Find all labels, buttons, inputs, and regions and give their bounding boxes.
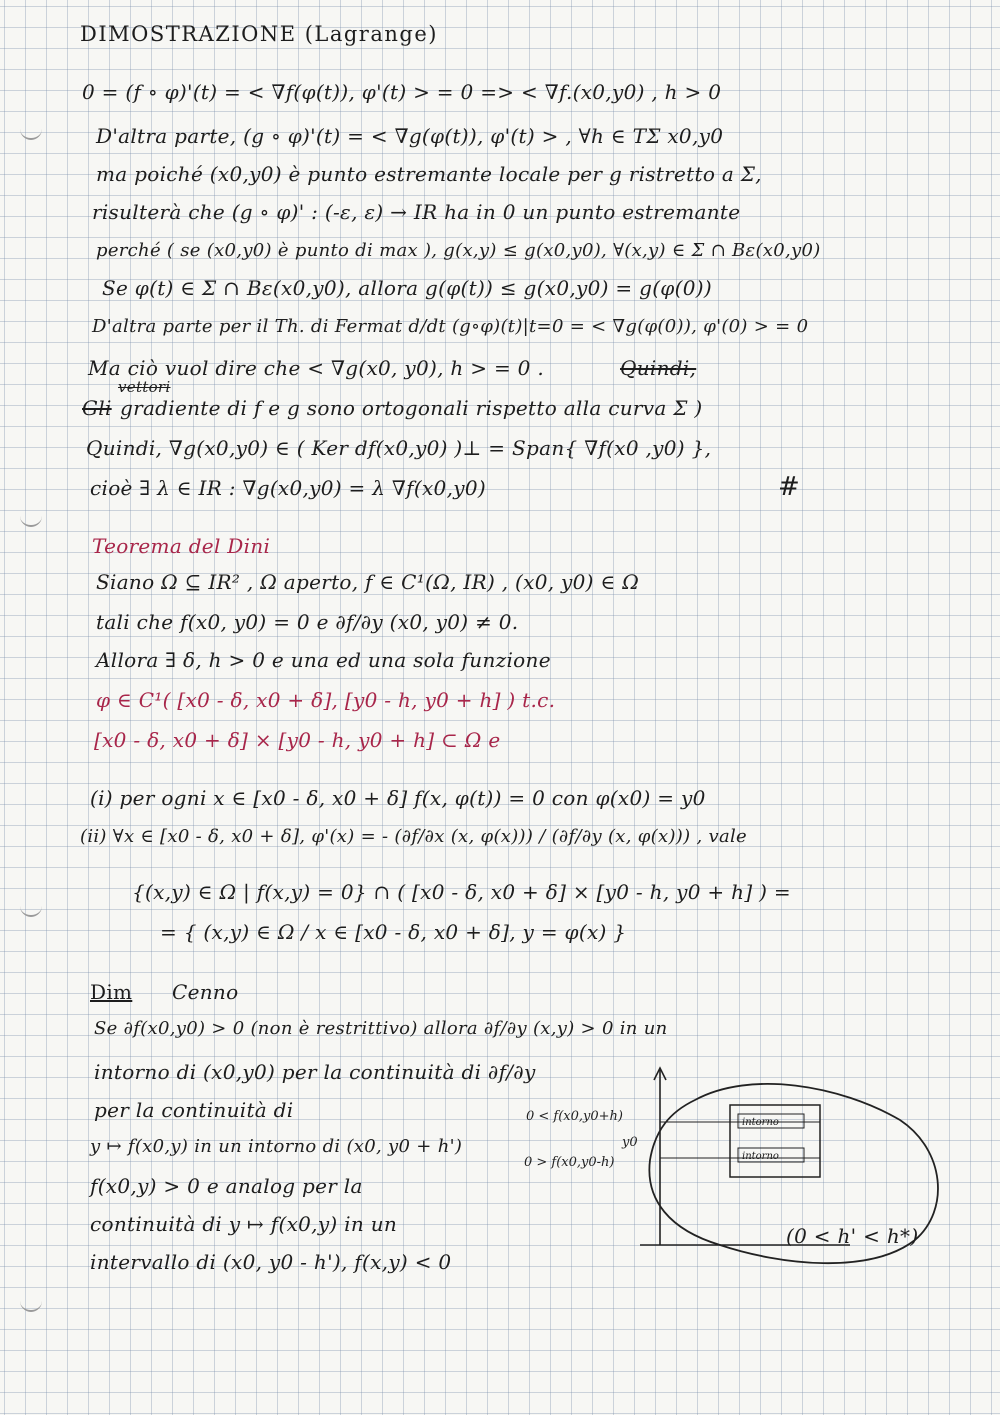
end-of-proof-mark: # <box>778 472 801 502</box>
dini-title: Teorema del Dini <box>92 534 271 558</box>
lagrange-line-7: D'altra parte per il Th. di Fermat d/dt (g∘φ)(t)|t=0 = < ∇g(φ(0)), φ'(0) > = 0 <box>92 316 809 337</box>
lagrange-line-4: risulterà che (g ∘ φ)' : (-ε, ε) → IR ha in 0 un punto estremante <box>92 200 741 224</box>
lower-box-text: intorno <box>742 1151 779 1162</box>
punch-hole-mark <box>20 128 42 140</box>
dini-line-5: [x0 - δ, x0 + δ] × [y0 - h, y0 + h] ⊂ Ω e <box>94 728 501 752</box>
lagrange-line-8: Ma ciò vuol dire che < ∇g(x0, y0), h > = 0 . <box>88 356 545 380</box>
quindi-struck-text: Quindi, <box>620 356 697 380</box>
dini-item-i: (i) per ogni x ∈ [x0 - δ, x0 + δ] f(x, φ(t)) = 0 con φ(x0) = y0 <box>90 786 706 810</box>
dini-line-2: tali che f(x0, y0) = 0 e ∂f/∂y (x0, y0) ≠ 0. <box>96 610 519 634</box>
proof-line-6: continuità di y ↦ f(x0,y) in un <box>90 1212 398 1236</box>
gli-struck-text: Gli <box>82 396 112 420</box>
lagrange-line-6: Se φ(t) ∈ Σ ∩ Bε(x0,y0), allora g(φ(t)) ≤ g(x0,y0) = g(φ(0)) <box>102 276 712 300</box>
lower-value-label: 0 > f(x0,y0-h) <box>524 1155 615 1170</box>
lagrange-line-11: cioè ∃ λ ∈ IR : ∇g(x0,y0) = λ ∇f(x0,y0) <box>90 476 486 500</box>
lagrange-line-2: D'altra parte, (g ∘ φ)'(t) = < ∇g(φ(t)), φ'(t) > , ∀h ∈ TΣ x0,y0 <box>96 124 724 148</box>
proof-line-2: intorno di (x0,y0) per la continuità di ∂f/∂y <box>94 1060 536 1084</box>
lagrange-line-1: 0 = (f ∘ φ)'(t) = < ∇f(φ(t)), φ'(t) > = 0 => < ∇f.(x0,y0) , h > 0 <box>82 80 722 104</box>
y0-label: y0 <box>622 1135 638 1150</box>
proof-line-7: intervallo di (x0, y0 - h'), f(x,y) < 0 <box>90 1250 452 1274</box>
punch-hole-mark <box>20 905 42 917</box>
proof-line-5: f(x0,y) > 0 e analog per la <box>90 1174 363 1198</box>
set-line-1: {(x,y) ∈ Ω | f(x,y) = 0} ∩ ( [x0 - δ, x0 + δ] × [y0 - h, y0 + h] ) = <box>132 880 791 904</box>
proof-line-4: y ↦ f(x0,y) in un intorno di (x0, y0 + h') <box>90 1136 463 1157</box>
proof-line-3: per la continuità di <box>94 1098 294 1122</box>
proof-line-1: Se ∂f(x0,y0) > 0 (non è restrittivo) allora ∂f/∂y (x,y) > 0 in un <box>94 1018 668 1039</box>
lagrange-line-10: Quindi, ∇g(x0,y0) ∈ ( Ker df(x0,y0) )⊥ = Span{ ∇f(x0 ,y0) }, <box>86 436 712 460</box>
dini-item-ii: (ii) ∀x ∈ [x0 - δ, x0 + δ], φ'(x) = - (∂f/∂x (x, φ(x))) / (∂f/∂y (x, φ(x))) , vale <box>80 826 748 847</box>
upper-value-label: 0 < f(x0,y0+h) <box>526 1109 623 1124</box>
upper-box-text: intorno <box>742 1117 779 1128</box>
set-line-2: = { (x,y) ∈ Ω / x ∈ [x0 - δ, x0 + δ], y = φ(x) } <box>160 920 627 944</box>
dim-word: Cenno <box>172 980 239 1004</box>
dini-line-4: φ ∈ C¹( [x0 - δ, x0 + δ], [y0 - h, y0 + h] ) t.c. <box>96 688 556 712</box>
dini-line-1: Siano Ω ⊆ IR² , Ω aperto, f ∈ C¹(Ω, IR) , (x0, y0) ∈ Ω <box>96 570 640 594</box>
page-title: DIMOSTRAZIONE (Lagrange) <box>80 22 438 46</box>
vettori-struck-text: vettori <box>118 378 171 396</box>
dini-line-3: Allora ∃ δ, h > 0 e una ed una sola funzione <box>96 648 551 672</box>
lagrange-line-3: ma poiché (x0,y0) è punto estremante locale per g ristretto a Σ, <box>96 162 762 186</box>
dim-label: Dim <box>90 980 133 1004</box>
lagrange-line-5: perché ( se (x0,y0) è punto di max ), g(x,y) ≤ g(x0,y0), ∀(x,y) ∈ Σ ∩ Bε(x0,y0) <box>96 240 821 261</box>
rectangle-neighborhood <box>730 1105 820 1177</box>
h-prime-condition: (0 < h' < h*) <box>786 1224 919 1248</box>
punch-hole-mark <box>20 515 42 527</box>
lagrange-line-9: gradiente di f e g sono ortogonali rispetto alla curva Σ ) <box>120 396 703 420</box>
punch-hole-mark <box>20 1300 42 1312</box>
